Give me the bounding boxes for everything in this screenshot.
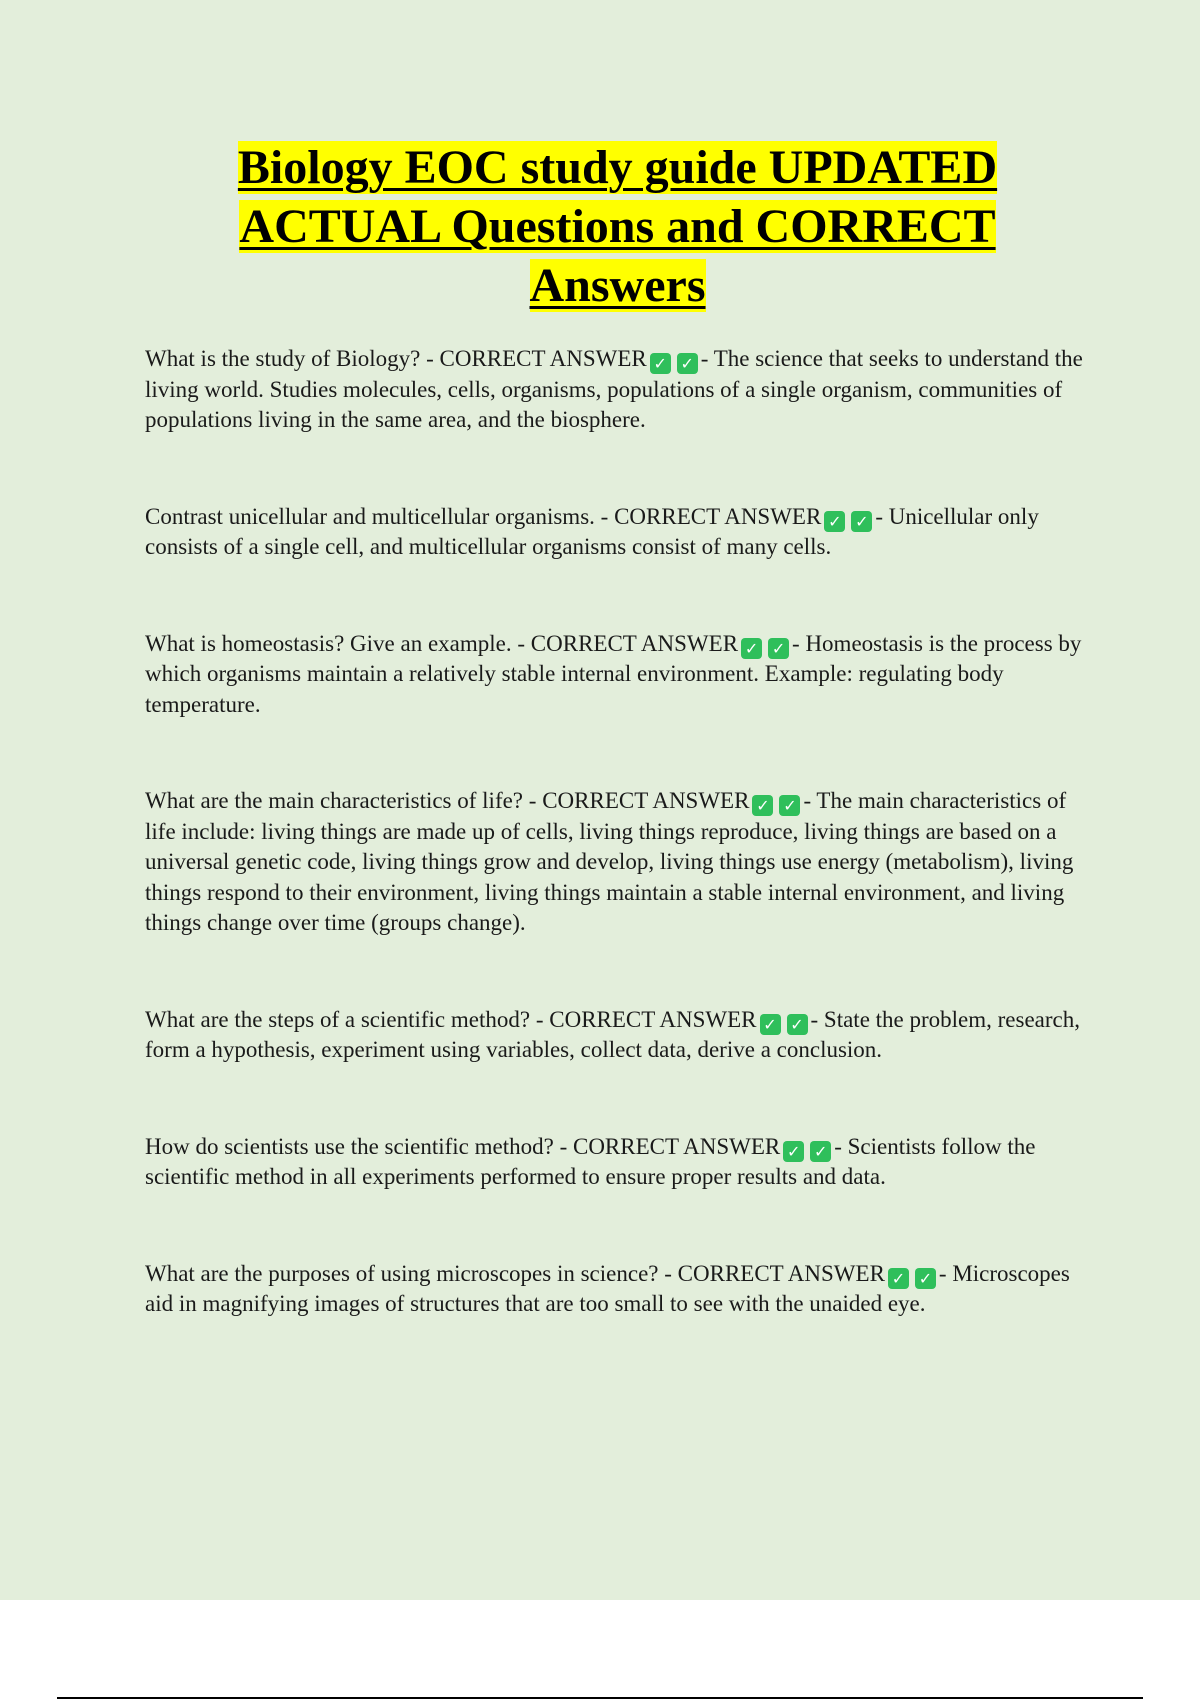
answer-text: - Unicellular only consists of a single cell, and multicellular organisms consist of many cells. xyxy=(145,503,1039,559)
check-icon: ✓ xyxy=(824,511,845,532)
answer-text: - Scientists follow the scientific method in all experiments performed to ensure proper results and data. xyxy=(145,1133,1036,1189)
check-icon: ✓ xyxy=(768,638,789,659)
answer-text: - The science that seeks to understand the living world. Studies molecules, cells, organisms, populations of a single organism, communities of populations living in the same area, and the biosphere. xyxy=(145,346,1083,432)
qa-list xyxy=(145,344,1090,1320)
correct-answer-label: - CORRECT ANSWER xyxy=(559,1133,781,1159)
qa-item xyxy=(145,502,1090,563)
page-title xyxy=(200,138,1035,315)
check-icon: ✓ xyxy=(783,1141,804,1162)
answer-text: - The main characteristics of life include: living things are made up of cells, living things reproduce, living things are based on a universal genetic code, living things grow and develop, living things use energy (metabolism), living things respond to their environment, living things maintain a stable internal environment, and living things change over time (groups change). xyxy=(145,788,1074,935)
qa-item xyxy=(145,1132,1090,1193)
question-text: How do scientists use the scientific method? xyxy=(145,1133,554,1159)
correct-answer-label: - CORRECT ANSWER xyxy=(535,1006,757,1032)
answer-text: - State the problem, research, form a hypothesis, experiment using variables, collect data, derive a conclusion. xyxy=(145,1006,1080,1062)
check-icon: ✓ xyxy=(915,1268,936,1289)
question-text: Contrast unicellular and multicellular organisms. xyxy=(145,503,595,529)
page-title-text: Biology EOC study guide UPDATED ACTUAL Questions and CORRECT Answers xyxy=(237,141,998,312)
qa-item xyxy=(145,629,1090,721)
qa-item xyxy=(145,1005,1090,1066)
qa-item xyxy=(145,1259,1090,1320)
check-icon: ✓ xyxy=(851,511,872,532)
question-text: What are the purposes of using microscopes in science? xyxy=(145,1260,659,1286)
correct-answer-label: - CORRECT ANSWER xyxy=(517,630,739,656)
check-icon: ✓ xyxy=(650,353,671,374)
qa-item xyxy=(145,344,1090,436)
check-icon: ✓ xyxy=(810,1141,831,1162)
correct-answer-label: - CORRECT ANSWER xyxy=(600,503,822,529)
question-text: What is homeostasis? Give an example. xyxy=(145,630,512,656)
check-icon: ✓ xyxy=(779,795,800,816)
check-icon: ✓ xyxy=(677,353,698,374)
correct-answer-label: - CORRECT ANSWER xyxy=(528,788,750,813)
check-icon: ✓ xyxy=(787,1014,808,1035)
correct-answer-label: - CORRECT ANSWER xyxy=(426,346,647,371)
answer-text: - Homeostasis is the process by which organisms maintain a relatively stable internal environment. Example: regulating body temperature. xyxy=(145,630,1082,717)
question-text: What is the study of Biology? xyxy=(145,346,421,371)
correct-answer-label: - CORRECT ANSWER xyxy=(664,1260,885,1286)
qa-item xyxy=(145,786,1090,939)
answer-text: - Microscopes aid in magnifying images of structures that are too small to see with the unaided eye. xyxy=(145,1260,1070,1316)
question-text: What are the steps of a scientific method? xyxy=(145,1006,531,1032)
check-icon: ✓ xyxy=(888,1268,909,1289)
check-icon: ✓ xyxy=(752,795,773,816)
footer-divider xyxy=(57,1697,1143,1699)
check-icon: ✓ xyxy=(741,638,762,659)
check-icon: ✓ xyxy=(760,1014,781,1035)
question-text: What are the main characteristics of life? xyxy=(145,788,524,813)
